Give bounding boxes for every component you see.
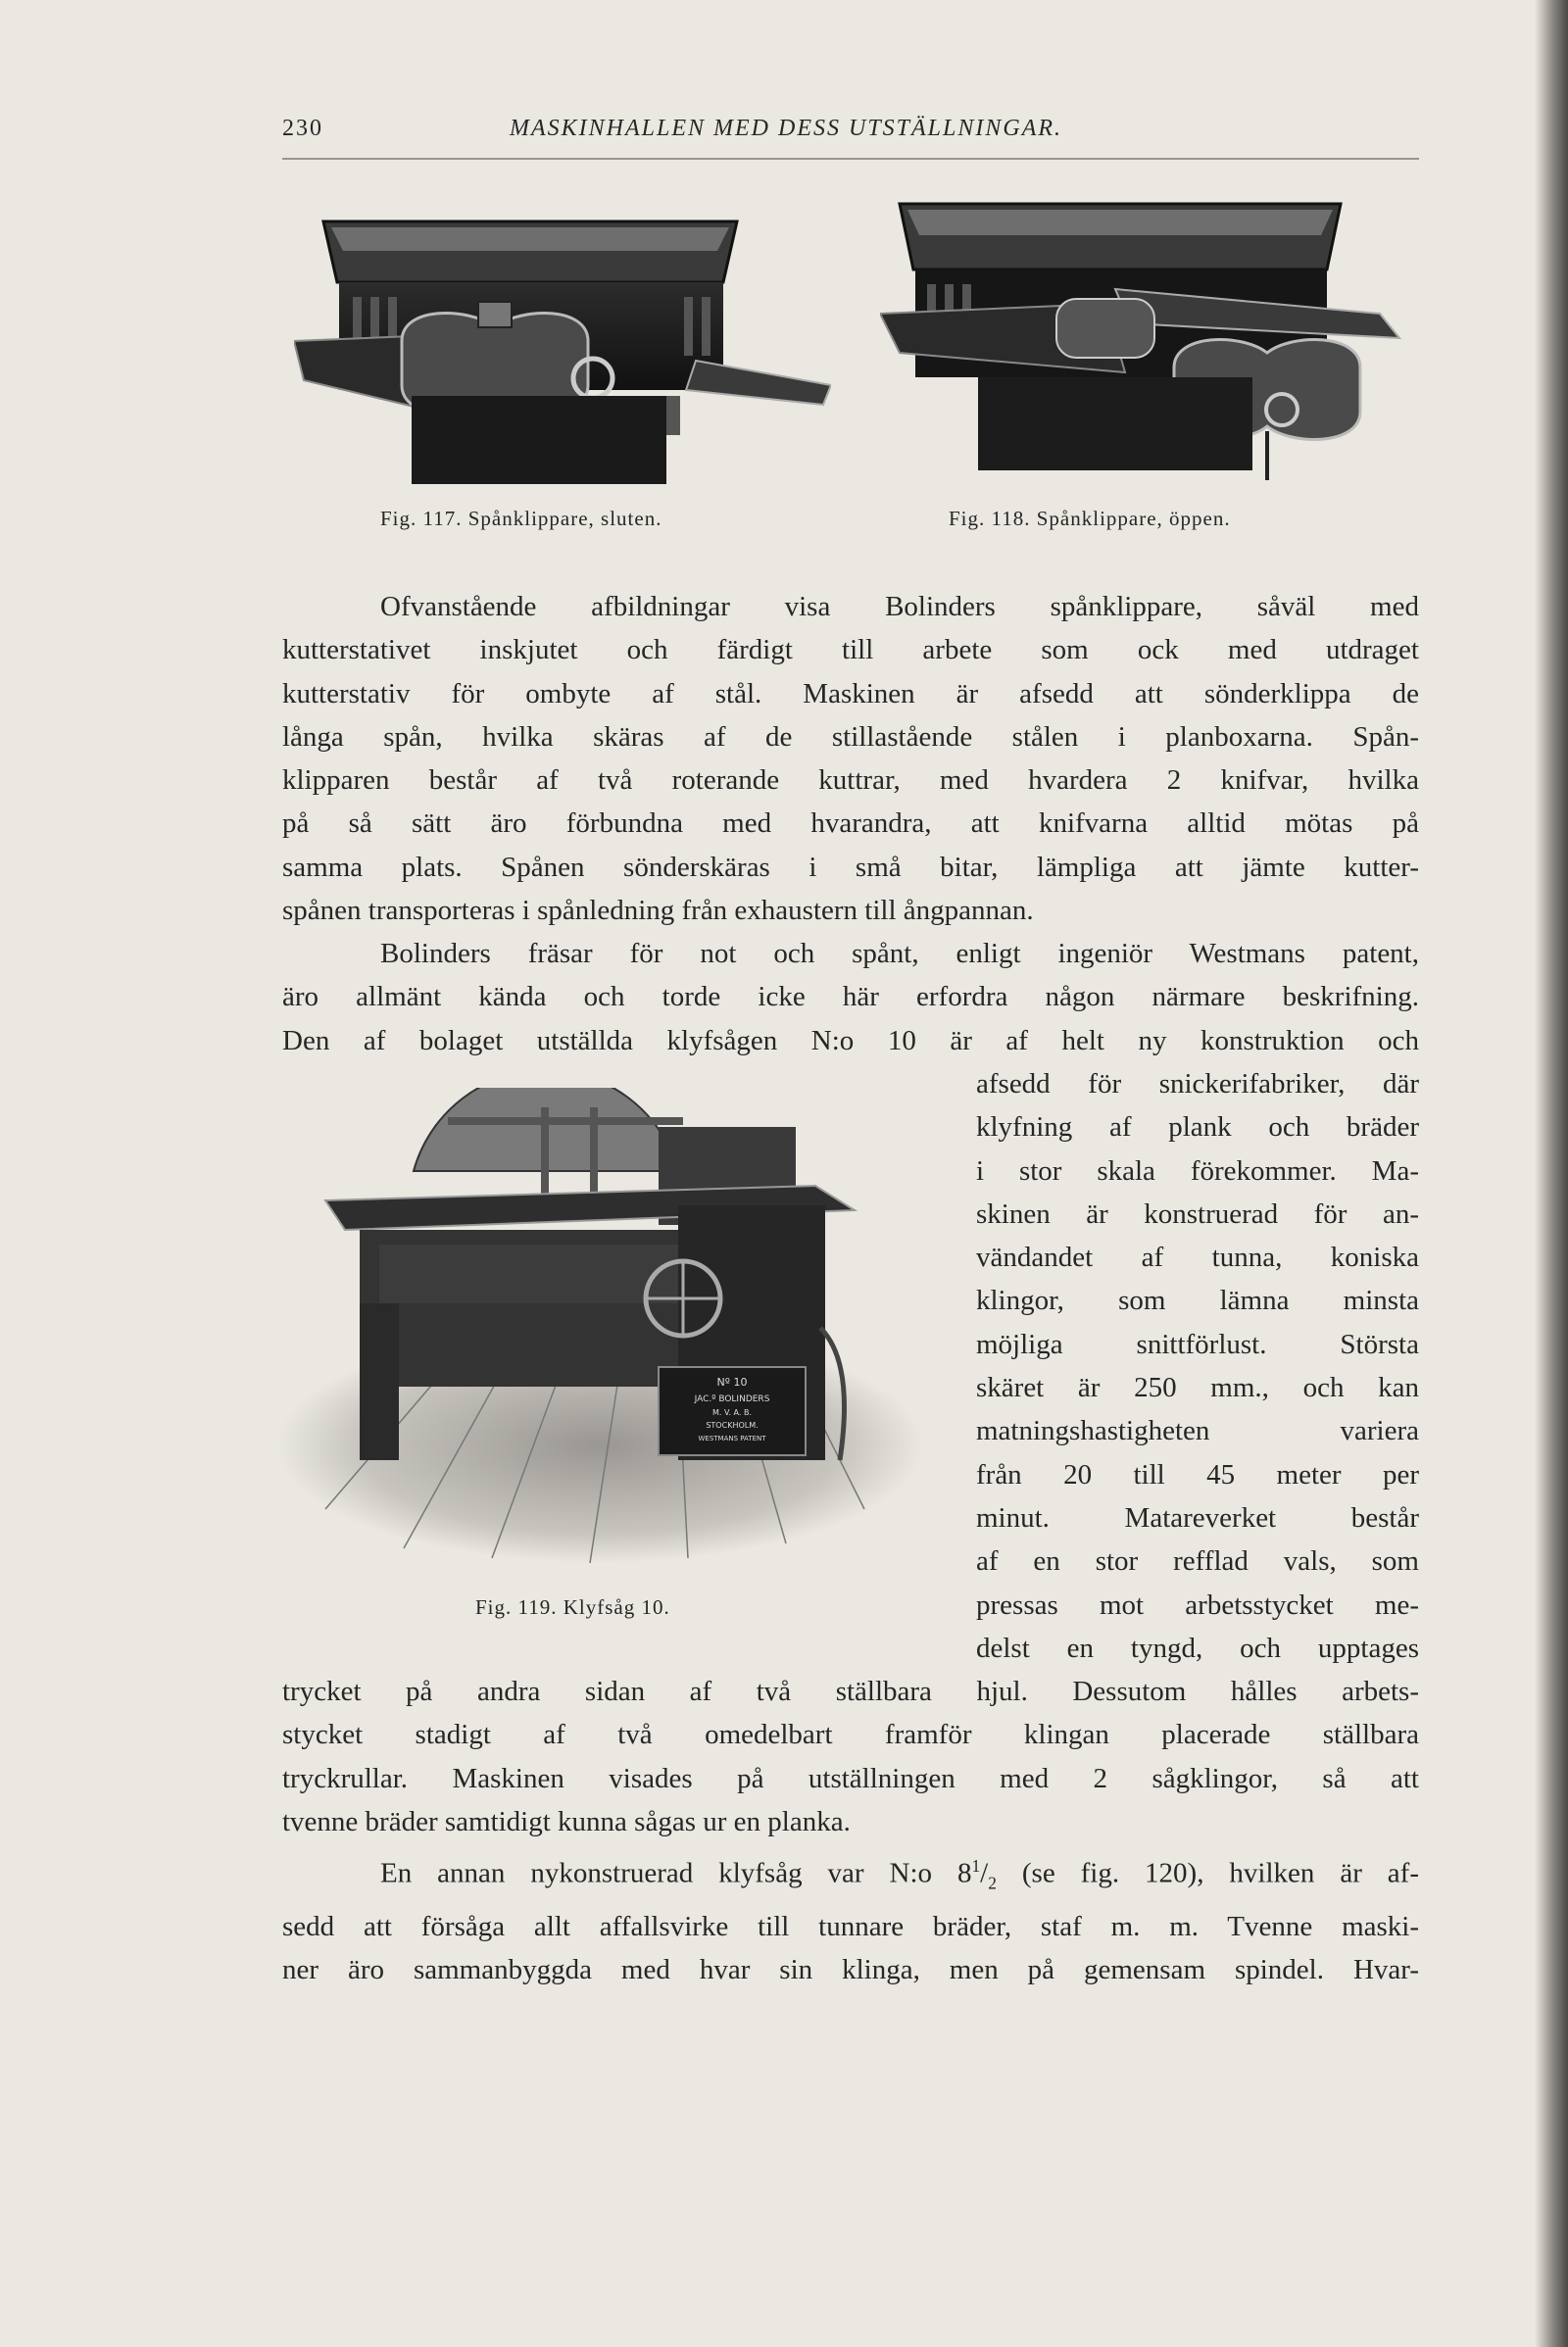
- plate-text: M. V. A. B.: [712, 1408, 752, 1417]
- paragraph-2-continued: [282, 1670, 1419, 1843]
- text-line: stycket stadigt af två omedelbart framför klingan placerade ställbara: [282, 1719, 1419, 1751]
- fraction-denominator: 2: [988, 1873, 997, 1893]
- text-line: möjliga snittförlust. Största: [976, 1328, 1419, 1360]
- text-line: afsedd för snickerifabriker, där: [976, 1068, 1419, 1100]
- plate-text: STOCKHOLM.: [706, 1421, 759, 1430]
- text-line: på så sätt äro förbundna med hvarandra, att knifvarna alltid mötas på: [282, 807, 1419, 840]
- text-line: från 20 till 45 meter per: [976, 1458, 1419, 1491]
- text-line: samma plats. Spånen sönderskäras i små bitar, lämpliga att jämte kutter-: [282, 851, 1419, 883]
- text-line: Bolinders fräsar för not och spånt, enligt ingeniör Westmans patent,: [380, 938, 1419, 969]
- paragraph-3: [282, 1844, 1419, 1991]
- plate-text: Nº 10: [716, 1376, 748, 1389]
- text-line: trycket på andra sidan af två ställbara hjul. Dessutom hålles arbets-: [282, 1676, 1419, 1707]
- text-line: sedd att försåga allt affallsvirke till tunnare bräder, staf m. m. Tvenne maski-: [282, 1910, 1419, 1942]
- text-line: vändandet af tunna, koniska: [976, 1242, 1419, 1274]
- text-line: klingor, som lämna minsta: [976, 1285, 1419, 1317]
- text-line: långa spån, hvilka skäras af de stillastående stålen i planboxarna. Spån-: [282, 720, 1419, 753]
- text-line: En annan nykonstruerad klyfsåg var N:o $8^1/_2$ (se fig. 120), hvilken är af-: [380, 1856, 1419, 1893]
- text-line: äro allmänt kända och torde icke här erfordra någon närmare beskrifning.: [282, 981, 1419, 1013]
- text-line: klipparen består af två roterande kuttrar, med hvardera 2 knifvar, hvilka: [282, 764, 1419, 797]
- running-title: MASKINHALLEN MED DESS UTSTÄLLNINGAR.: [510, 116, 1063, 141]
- header-rule: [282, 158, 1419, 160]
- text-line: kutterstativ för ombyte af stål. Maskinen är afsedd att sönderklippa de: [282, 677, 1419, 709]
- figure-117-closed-chip-cutter: [294, 214, 831, 490]
- text-fragment: (se fig. 120), hvilken är af-: [996, 1857, 1419, 1889]
- paragraph-2-intro: [282, 932, 1419, 1062]
- text-line: klyfning af plank och bräder: [976, 1111, 1419, 1144]
- text-line: ner äro sammanbyggda med hvar sin klinga, men på gemensam spindel. Hvar-: [282, 1954, 1419, 1986]
- page-edge: [1535, 0, 1568, 2347]
- paragraph-2-narrow-column: [976, 1062, 1419, 1670]
- plate-text: WESTMANS PATENT: [698, 1435, 766, 1442]
- figure-119-caption: Fig. 119. Klyfsåg 10.: [475, 1595, 670, 1619]
- text-line: tvenne bräder samtidigt kunna sågas ur en planka.: [282, 1805, 851, 1837]
- figure-117-caption: Fig. 117. Spånklippare, sluten.: [380, 507, 662, 530]
- text-line: matningshastigheten variera: [976, 1415, 1419, 1447]
- page-header: [282, 110, 1419, 149]
- text-line: af en stor refflad vals, som: [976, 1545, 1419, 1578]
- figure-119-rip-saw: [267, 1088, 933, 1578]
- text-line: i stor skala förekommer. Ma-: [976, 1154, 1419, 1187]
- text-line: minut. Matareverket består: [976, 1501, 1419, 1534]
- text-line: Den af bolaget utställda klyfsågen N:o 10 är af helt ny konstruktion och: [282, 1024, 1419, 1056]
- figure-118-open-chip-cutter: [880, 196, 1409, 490]
- page-number: 230: [282, 116, 323, 141]
- text-fragment: En annan nykonstruerad klyfsåg var N:o 8: [380, 1857, 972, 1889]
- text-line: kutterstativet inskjutet och färdigt till arbete som ock med utdraget: [282, 634, 1419, 666]
- text-line: Ofvanstående afbildningar visa Bolinders spånklippare, såväl med: [380, 591, 1419, 622]
- paragraph-1: [282, 585, 1419, 932]
- text-line: spånen transporteras i spånledning från exhaustern till ångpannan.: [282, 895, 1034, 927]
- text-line: delst en tyngd, och upptages: [976, 1632, 1419, 1664]
- text-line: pressas mot arbetsstycket me-: [976, 1589, 1419, 1621]
- text-line: tryckrullar. Maskinen visades på utställningen med 2 sågklingor, så att: [282, 1762, 1419, 1794]
- plate-text: JAC.º BOLINDERS: [694, 1394, 770, 1404]
- fraction-numerator: 1: [971, 1856, 981, 1876]
- text-line: skinen är konstruerad för an-: [976, 1198, 1419, 1230]
- text-line: skäret är 250 mm., och kan: [976, 1372, 1419, 1404]
- figure-118-caption: Fig. 118. Spånklippare, öppen.: [949, 507, 1231, 530]
